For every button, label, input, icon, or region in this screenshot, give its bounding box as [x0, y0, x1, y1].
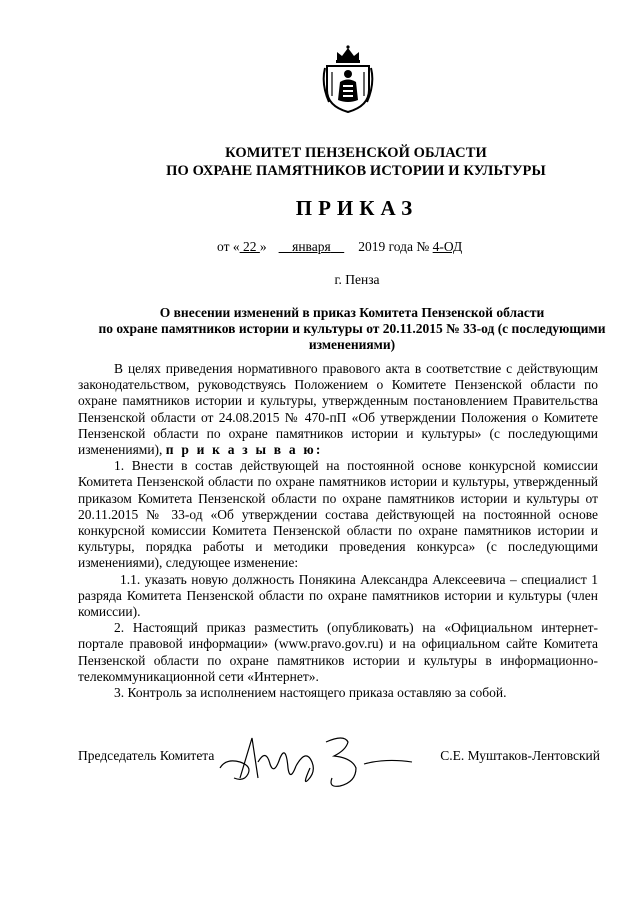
- date-day: 22: [242, 239, 257, 254]
- item-1-paragraph: 1. Внести в состав действующей на постоянной основе конкурсной комиссии Комитета Пензенской области по охране памятников истории и культуры, утвержденный приказом Комитета Пензенской области по охране памятников истории и культуры от 20.11.2015 № 33-од «Об утверждении состава действующей на постоянной основе конкурсной комиссии Комитета Пензенской области по охране памятников истории и культуры, порядка работы и методики проведения конкурса» (с последующими изменениями), следующее изменение:: [78, 458, 598, 571]
- signatory-name: С.Е. Муштаков-Лентовский: [440, 748, 600, 763]
- subject-line2: по охране памятников истории и культуры от 20.11.2015 № 33-од (с последующими: [98, 321, 606, 336]
- city-line: г. Пенза: [334, 272, 380, 287]
- preamble-paragraph: В целях приведения нормативного правового акта в соответствие с действующим законодательством, руководствуясь Положением о Комитете Пензенской области по охране памятников истории и культуры, утвержденным постановлением Правительства Пензенской области от 24.08.2015 № 470-пП «Об утверждении Положения о Комитете Пензенской области по охране памятников истории и культуры» (с последующими изменениями), п р и к а з ы в а ю:: [78, 361, 598, 458]
- document-title: ПРИКАЗ: [295, 196, 419, 220]
- item-2-paragraph: 2. Настоящий приказ разместить (опубликовать) на «Официальном интернет-портале правовой информации» (www.pravo.gov.ru) и на официальном сайте Комитета Пензенской области по охране памятников истории и культуры в информационно-телекоммуникационной сети «Интернет».: [78, 620, 598, 684]
- org-name-line2: ПО ОХРАНЕ ПАМЯТНИКОВ ИСТОРИИ И КУЛЬТУРЫ: [166, 163, 546, 179]
- document-subject: [96, 305, 608, 353]
- date-number-line: [217, 239, 462, 255]
- handwritten-signature: [216, 728, 416, 790]
- date-month: января: [292, 239, 331, 254]
- order-word: п р и к а з ы в а ю:: [165, 442, 323, 458]
- subject-line3: изменениями): [308, 337, 396, 352]
- coat-of-arms-icon: [321, 44, 375, 114]
- signatory-position: Председатель Комитета: [78, 748, 215, 763]
- item-1-1-paragraph: 1.1. указать новую должность Понякина Александра Алексеевича – специалист 1 разряда Комитета Пензенской области по охране памятников истории и культуры (член комиссии).: [78, 571, 598, 620]
- date-prefix: от «: [217, 239, 240, 254]
- org-name-line1: КОМИТЕТ ПЕНЗЕНСКОЙ ОБЛАСТИ: [225, 145, 487, 161]
- document-body: [78, 361, 598, 701]
- item-3-paragraph: 3. Контроль за исполнением настоящего приказа оставляю за собой.: [114, 685, 507, 701]
- date-close-quote: »: [259, 239, 267, 254]
- document-number: 4-ОД: [432, 239, 463, 254]
- subject-line1: О внесении изменений в приказ Комитета Пензенской области: [159, 305, 545, 320]
- date-year-label: 2019 года №: [358, 239, 430, 254]
